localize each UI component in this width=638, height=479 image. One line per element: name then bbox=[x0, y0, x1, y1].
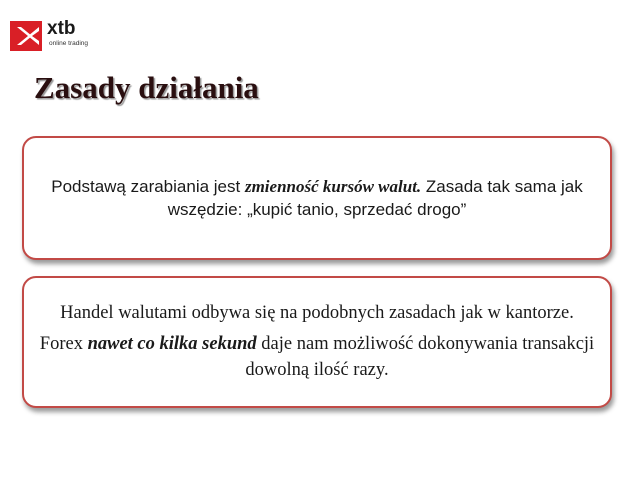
principle-text-end: Zasada tak sama jak wszędzie: „kupić tanio, sprzedać drogo” bbox=[167, 176, 583, 219]
x-logo-icon bbox=[10, 21, 42, 51]
trading-emphasis: nawet co kilka sekund bbox=[87, 334, 257, 355]
trading-text-end: daje nam możliwość dokonywania transakcji dowolną ilość razy. bbox=[245, 334, 595, 380]
logo-tagline: online trading bbox=[49, 40, 89, 47]
trading-box bbox=[22, 276, 612, 408]
trading-paragraph-1: Handel walutami odbywa się na podobnych zasadach jak w kantorze. bbox=[60, 302, 574, 323]
trading-text-start: Forex bbox=[39, 334, 88, 355]
principle-emphasis: zmienność kursów walut. bbox=[244, 176, 422, 196]
principle-text-start: Podstawą zarabiania jest bbox=[51, 176, 245, 196]
xtb-logo bbox=[10, 18, 89, 51]
trading-paragraph-2 bbox=[38, 332, 596, 383]
page-title: Zasady działania bbox=[34, 70, 259, 105]
principle-text bbox=[34, 175, 600, 222]
logo-name: xtb bbox=[47, 18, 76, 39]
principle-box bbox=[22, 136, 612, 260]
